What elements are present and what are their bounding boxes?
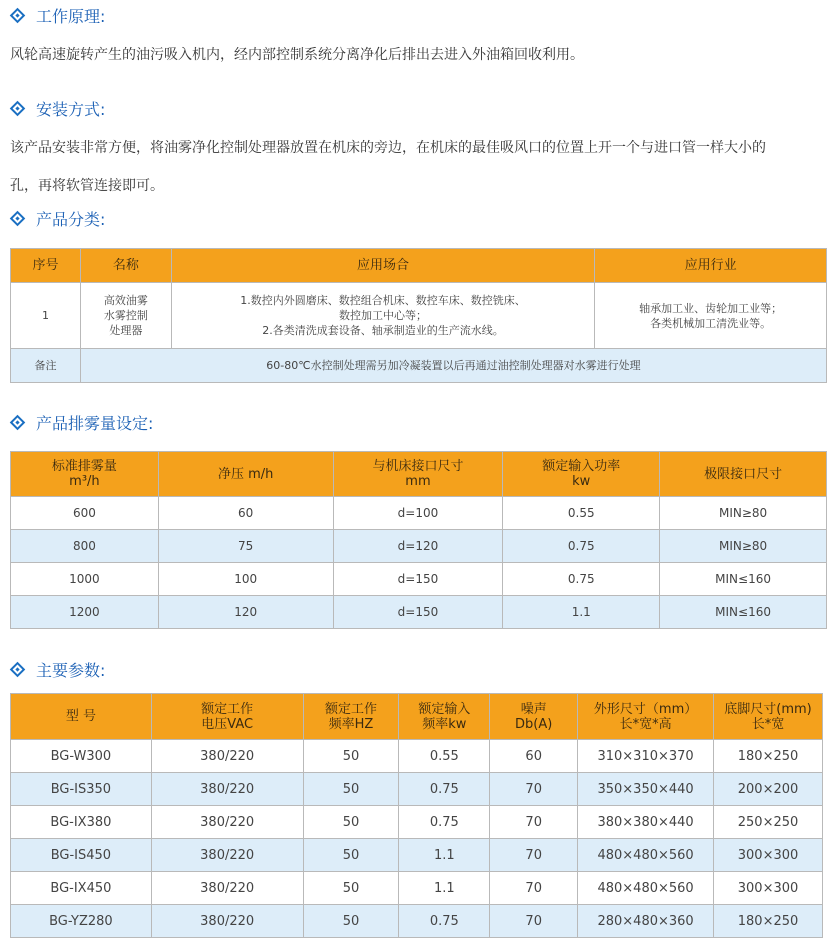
- header-cell: 净压 m/h: [158, 452, 333, 497]
- cell: 380/220: [151, 740, 303, 773]
- cell: 70: [490, 905, 578, 938]
- section-title: 安装方式:: [36, 99, 106, 119]
- usage-cell: 1.数控内外圆磨床、数控组合机床、数控车床、数控铣床、 数控加工中心等； 2.各类清洗成套设备、轴承制造业的生产流水线。: [171, 283, 594, 349]
- cell: 1000: [11, 563, 159, 596]
- cell: 50: [303, 839, 399, 872]
- cell: BG-W300: [11, 740, 152, 773]
- section-title: 产品分类:: [36, 209, 106, 229]
- diamond-bullet-icon: [10, 7, 26, 23]
- cell: 120: [158, 596, 333, 629]
- header-cell: 名称: [80, 249, 171, 283]
- cell: 380/220: [151, 905, 303, 938]
- cell: 380/220: [151, 806, 303, 839]
- header-cell: 极限接口尺寸: [660, 452, 827, 497]
- diamond-bullet-icon: [10, 100, 26, 116]
- cell: 0.75: [399, 806, 490, 839]
- cell: 0.75: [399, 905, 490, 938]
- table-row: [11, 905, 823, 938]
- table-row: [11, 283, 827, 349]
- install-text-line-1: 该产品安装非常方便，将油雾净化控制处理器放置在机床的旁边，在机床的最佳吸风口的位置上开一个与进口管一样大小的: [10, 140, 766, 156]
- cell: 300×300: [714, 872, 823, 905]
- cell: BG-IX380: [11, 806, 152, 839]
- table-row: [11, 497, 827, 530]
- cell: MIN≤160: [660, 596, 827, 629]
- cell: 70: [490, 839, 578, 872]
- params-table: [10, 693, 823, 938]
- cell: BG-YZ280: [11, 905, 152, 938]
- table-row: [11, 530, 827, 563]
- cell: 380/220: [151, 839, 303, 872]
- cell: 380×380×440: [578, 806, 714, 839]
- note-row: [11, 349, 827, 383]
- section-title: 工作原理:: [36, 6, 106, 26]
- header-cell: 应用行业: [595, 249, 827, 283]
- section-title: 主要参数:: [36, 660, 106, 680]
- section-heading-params: [12, 657, 105, 681]
- note-label: 备注: [11, 349, 81, 383]
- cell: 0.55: [503, 497, 660, 530]
- cell: 70: [490, 806, 578, 839]
- cell: d=120: [333, 530, 503, 563]
- product-name: 高效油雾 水雾控制 处理器: [80, 283, 171, 349]
- table-header-row: [11, 249, 827, 283]
- cell: 1200: [11, 596, 159, 629]
- header-cell: 与机床接口尺寸 mm: [333, 452, 503, 497]
- cell: 800: [11, 530, 159, 563]
- table-header-row: [11, 452, 827, 497]
- cell: MIN≥80: [660, 530, 827, 563]
- diamond-bullet-icon: [10, 661, 26, 677]
- section-heading-category: [12, 206, 105, 230]
- note-text: 60-80℃水控制处理需另加冷凝装置以后再通过油控制处理器对水雾进行处理: [80, 349, 826, 383]
- section-heading-install: [12, 96, 105, 120]
- table-header-row: [11, 694, 823, 740]
- cell: 480×480×560: [578, 839, 714, 872]
- header-cell: 外形尺寸（mm） 长*宽*高: [578, 694, 714, 740]
- header-cell: 额定工作 频率HZ: [303, 694, 399, 740]
- cell: 480×480×560: [578, 872, 714, 905]
- header-cell: 序号: [11, 249, 81, 283]
- diamond-bullet-icon: [10, 414, 26, 430]
- cell: MIN≥80: [660, 497, 827, 530]
- table-row: [11, 806, 823, 839]
- table-row: [11, 563, 827, 596]
- cell: 1.1: [399, 872, 490, 905]
- cell: 50: [303, 806, 399, 839]
- cell: 380/220: [151, 872, 303, 905]
- cell: 0.75: [503, 530, 660, 563]
- cell: 50: [303, 872, 399, 905]
- table-row: [11, 839, 823, 872]
- cell: 0.55: [399, 740, 490, 773]
- cell: 300×300: [714, 839, 823, 872]
- cell: 280×480×360: [578, 905, 714, 938]
- header-cell: 额定输入功率 kw: [503, 452, 660, 497]
- header-cell: 底脚尺寸(mm) 长*宽: [714, 694, 823, 740]
- cell: MIN≤160: [660, 563, 827, 596]
- cell: 380/220: [151, 773, 303, 806]
- table-row: [11, 596, 827, 629]
- header-cell: 型 号: [11, 694, 152, 740]
- cell: 60: [158, 497, 333, 530]
- table-row: [11, 773, 823, 806]
- cell: 250×250: [714, 806, 823, 839]
- cell: 600: [11, 497, 159, 530]
- cell: 180×250: [714, 905, 823, 938]
- cell: 50: [303, 773, 399, 806]
- section-heading-principle: [12, 3, 105, 27]
- cell: 100: [158, 563, 333, 596]
- cell: 50: [303, 740, 399, 773]
- cell: 70: [490, 872, 578, 905]
- cell: 180×250: [714, 740, 823, 773]
- cell: 0.75: [503, 563, 660, 596]
- cell: 0.75: [399, 773, 490, 806]
- cell: 350×350×440: [578, 773, 714, 806]
- cell: 75: [158, 530, 333, 563]
- principle-text: 风轮高速旋转产生的油污吸入机内，经内部控制系统分离净化后排出去进入外油箱回收利用。: [10, 47, 584, 63]
- cell: 1.1: [503, 596, 660, 629]
- cell: 200×200: [714, 773, 823, 806]
- cell: 70: [490, 773, 578, 806]
- cell: BG-IS450: [11, 839, 152, 872]
- header-cell: 应用场合: [171, 249, 594, 283]
- header-cell: 噪声 Db(A): [490, 694, 578, 740]
- section-title: 产品排雾量设定:: [36, 413, 154, 433]
- install-text-line-2: 孔，再将软管连接即可。: [10, 178, 164, 194]
- diamond-bullet-icon: [10, 210, 26, 226]
- header-cell: 额定输入 频率kw: [399, 694, 490, 740]
- cell: d=100: [333, 497, 503, 530]
- cell: 1.1: [399, 839, 490, 872]
- section-heading-exhaust: [12, 410, 153, 434]
- table-row: [11, 740, 823, 773]
- cell: d=150: [333, 596, 503, 629]
- header-cell: 标准排雾量 m³/h: [11, 452, 159, 497]
- cell: BG-IX450: [11, 872, 152, 905]
- cell: 50: [303, 905, 399, 938]
- category-table: [10, 248, 827, 383]
- cell: 310×310×370: [578, 740, 714, 773]
- cell: BG-IS350: [11, 773, 152, 806]
- cell: d=150: [333, 563, 503, 596]
- row-number: 1: [11, 283, 81, 349]
- cell: 60: [490, 740, 578, 773]
- industry-cell: 轴承加工业、齿轮加工业等； 各类机械加工清洗业等。: [595, 283, 827, 349]
- header-cell: 额定工作 电压VAC: [151, 694, 303, 740]
- table-row: [11, 872, 823, 905]
- exhaust-table: [10, 451, 827, 629]
